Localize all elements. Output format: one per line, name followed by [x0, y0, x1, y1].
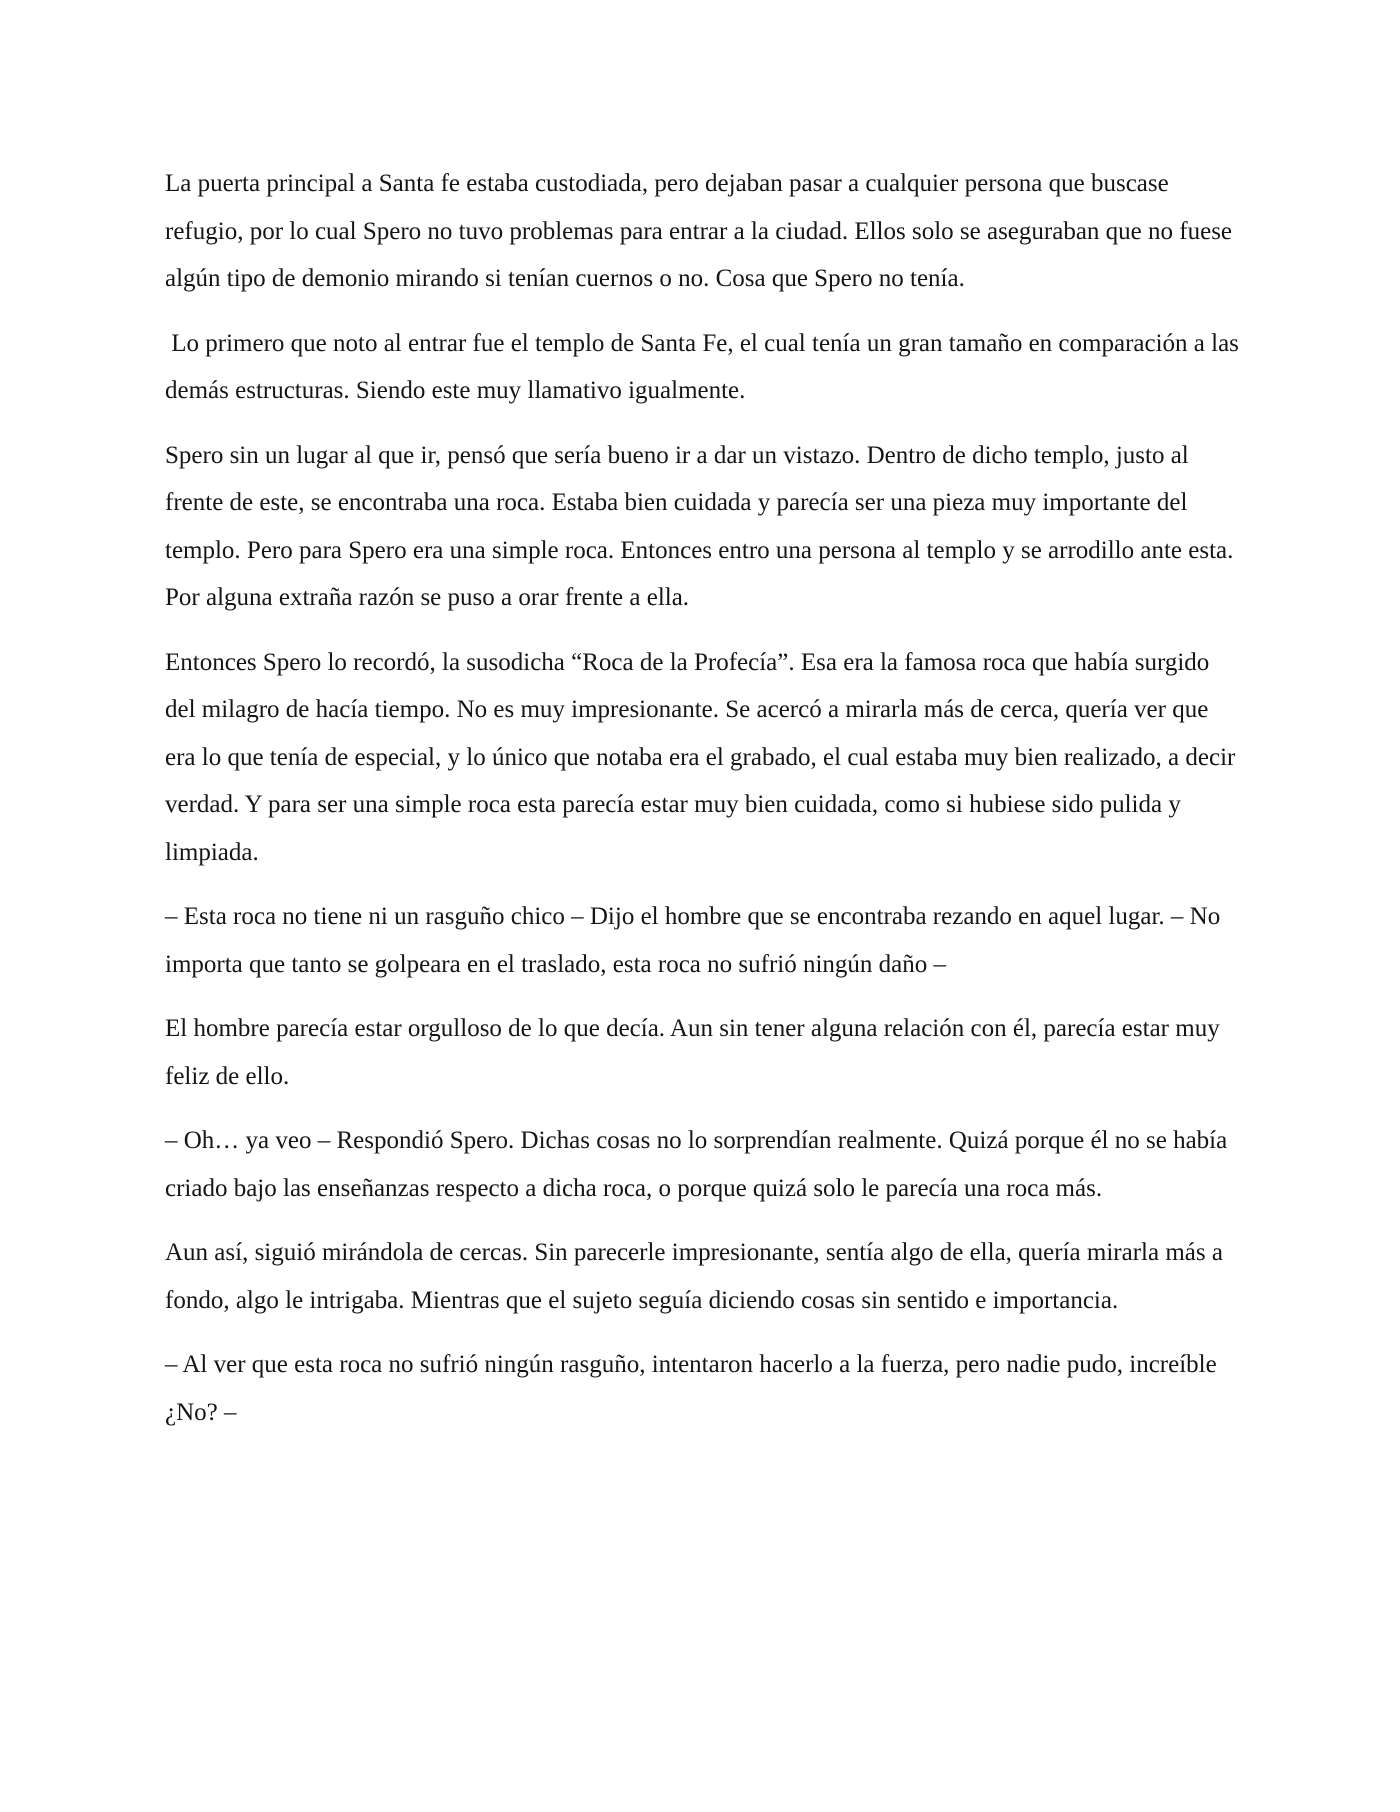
paragraph: Entonces Spero lo recordó, la susodicha “Roca de la Profecía”. Esa era la famosa roca que había surgido del milagro de hacía tiempo. No es muy impresionante. Se acercó a mirarla más de cerca, quería ver que era lo que tenía de especial, y lo único que notaba era el grabado, el cual estaba muy bien realizado, a decir verdad. Y para ser una simple roca esta parecía estar muy bien cuidada, como si hubiese sido pulida y limpiada. [165, 648, 1236, 866]
paragraph: Aun así, siguió mirándola de cercas. Sin parecerle impresionante, sentía algo de ella, quería mirarla más a fondo, algo le intrigaba. Mientras que el sujeto seguía diciendo cosas sin sentido e importancia. [165, 1239, 1223, 1314]
paragraph: – Oh… ya veo – Respondió Spero. Dichas cosas no lo sorprendían realmente. Quizá porque él no se había criado bajo las enseñanzas respecto a dicha roca, o porque quizá solo le parecía una roca más. [165, 1127, 1228, 1202]
paragraph: – Esta roca no tiene ni un rasguño chico – Dijo el hombre que se encontraba rezando en aquel lugar. – No importa que tanto se golpeara en el traslado, esta roca no sufrió ningún daño – [165, 903, 1221, 978]
paragraph: Lo primero que noto al entrar fue el templo de Santa Fe, el cual tenía un gran tamaño en comparación a las demás estructuras. Siendo este muy llamativo igualmente. [165, 329, 1246, 404]
paragraph: La puerta principal a Santa fe estaba custodiada, pero dejaban pasar a cualquier persona que buscase refugio, por lo cual Spero no tuvo problemas para entrar a la ciudad. Ellos solo se aseguraban que no fuese algún tipo de demonio mirando si tenían cuernos o no. Cosa que Spero no tenía. [165, 170, 1233, 292]
paragraph: El hombre parecía estar orgulloso de lo que decía. Aun sin tener alguna relación con él, parecía estar muy feliz de ello. [165, 1015, 1220, 1090]
paragraph: Spero sin un lugar al que ir, pensó que sería bueno ir a dar un vistazo. Dentro de dicho templo, justo al frente de este, se encontraba una roca. Estaba bien cuidada y parecía ser una pieza muy importante del templo. Pero para Spero era una simple roca. Entonces entro una persona al templo y se arrodillo ante esta. Por alguna extraña razón se puso a orar frente a ella. [165, 441, 1234, 611]
document-body [165, 160, 1245, 1453]
paragraph: – Al ver que esta roca no sufrió ningún rasguño, intentaron hacerlo a la fuerza, pero nadie pudo, increíble ¿No? – [165, 1351, 1217, 1426]
